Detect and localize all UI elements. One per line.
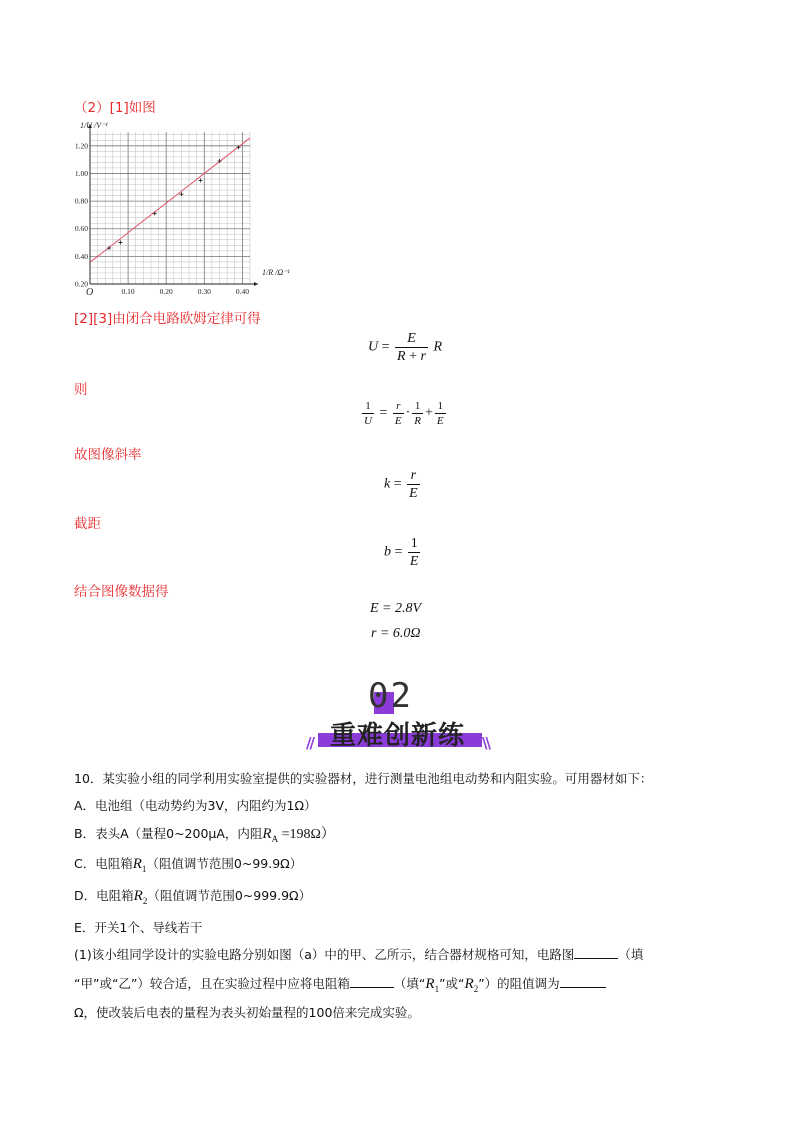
formula-intercept: b = $\frac{1}{E}$ (384, 536, 419, 569)
section-number: 02 (368, 676, 413, 716)
x-tick-label: 0.30 (197, 287, 211, 296)
x-tick-label: 0.20 (159, 287, 173, 296)
result-E: E = 2.8V (370, 601, 422, 616)
formula-reciprocal: $\frac{1}{U}$ = $\frac{r}{E}$ · $\frac{1}{R}$ + $\frac{1}{E}$ (364, 400, 444, 427)
graph-minor-grid (90, 132, 250, 284)
answer-blank-circuit[interactable] (574, 946, 618, 959)
graph-major-grid (90, 132, 250, 284)
option-d: D．电阻箱$R_2$（阻值调节范围0~999.9Ω） (74, 888, 312, 906)
option-b: B．表头A（量程0~200μA，内阻$R_A =198\Omega$） (74, 826, 335, 844)
result-r: r = 6.0Ω (371, 626, 421, 641)
part1-line3: Ω，使改装后电表的量程为表头初始量程的100倍来完成实验。 (74, 1005, 420, 1020)
y-tick-label: 0.60 (74, 224, 88, 234)
y-tick-label: 0.80 (74, 196, 88, 206)
step-23-text: [2][3]由闭合电路欧姆定律可得 (74, 311, 261, 327)
section-right-slashes: \\ (482, 734, 489, 752)
combine-text: 结合图像数据得 (74, 584, 169, 600)
part1-line2: “甲”或“乙”）较合适，且在实验过程中应将电阻箱 （填“$R_1$”或“$R_2$”）的阻值调为 (74, 974, 606, 994)
formula-ohm: U = $\frac{E}{R + r}$ R (368, 331, 443, 364)
answer-blank-resistor[interactable] (350, 975, 394, 988)
y-tick-label: 0.40 (74, 251, 88, 261)
fit-graph (70, 118, 290, 300)
option-a: A．电池组（电动势约为3V，内阻约为1Ω） (74, 798, 317, 813)
x-tick-label: 0.40 (235, 287, 249, 296)
section-title: 重难创新练 (330, 721, 466, 751)
x-axis-arrow (254, 282, 258, 286)
intercept-text: 截距 (74, 516, 101, 532)
y-tick-label: 1.20 (74, 141, 88, 151)
slope-text: 故图像斜率 (74, 447, 142, 463)
part1-line1: (1)该小组同学设计的实验电路分别如图（a）中的甲、乙所示，结合器材规格可知，电路图 （填 (74, 947, 644, 962)
then-text: 则 (74, 382, 88, 398)
option-c: C．电阻箱$R_1$（阻值调节范围0~99.9Ω） (74, 856, 303, 874)
question-stem: 10．某实验小组的同学利用实验室提供的实验器材，进行测量电池组电动势和内阻实验。可用器材如下： (74, 771, 653, 786)
section-left-slashes: // (306, 734, 313, 752)
graph-ylabel: 1/U /V⁻¹ (80, 121, 108, 130)
x-tick-label: 0.10 (121, 287, 135, 296)
data-point (118, 241, 122, 245)
y-tick-label: 0.20 (74, 279, 88, 289)
graph-xlabel: 1/R /Ω⁻¹ (262, 268, 290, 277)
y-tick-label: 1.00 (74, 168, 88, 178)
answer-blank-value[interactable] (560, 975, 606, 988)
formula-slope: k = $\frac{r}{E}$ (384, 468, 418, 501)
fit-line (90, 138, 250, 262)
graph-fit-line-group (90, 138, 250, 262)
part-label: （2）[1]如图 (74, 100, 156, 116)
graph-origin-label: O (86, 287, 94, 298)
option-e: E．开关1个、导线若干 (74, 920, 203, 935)
